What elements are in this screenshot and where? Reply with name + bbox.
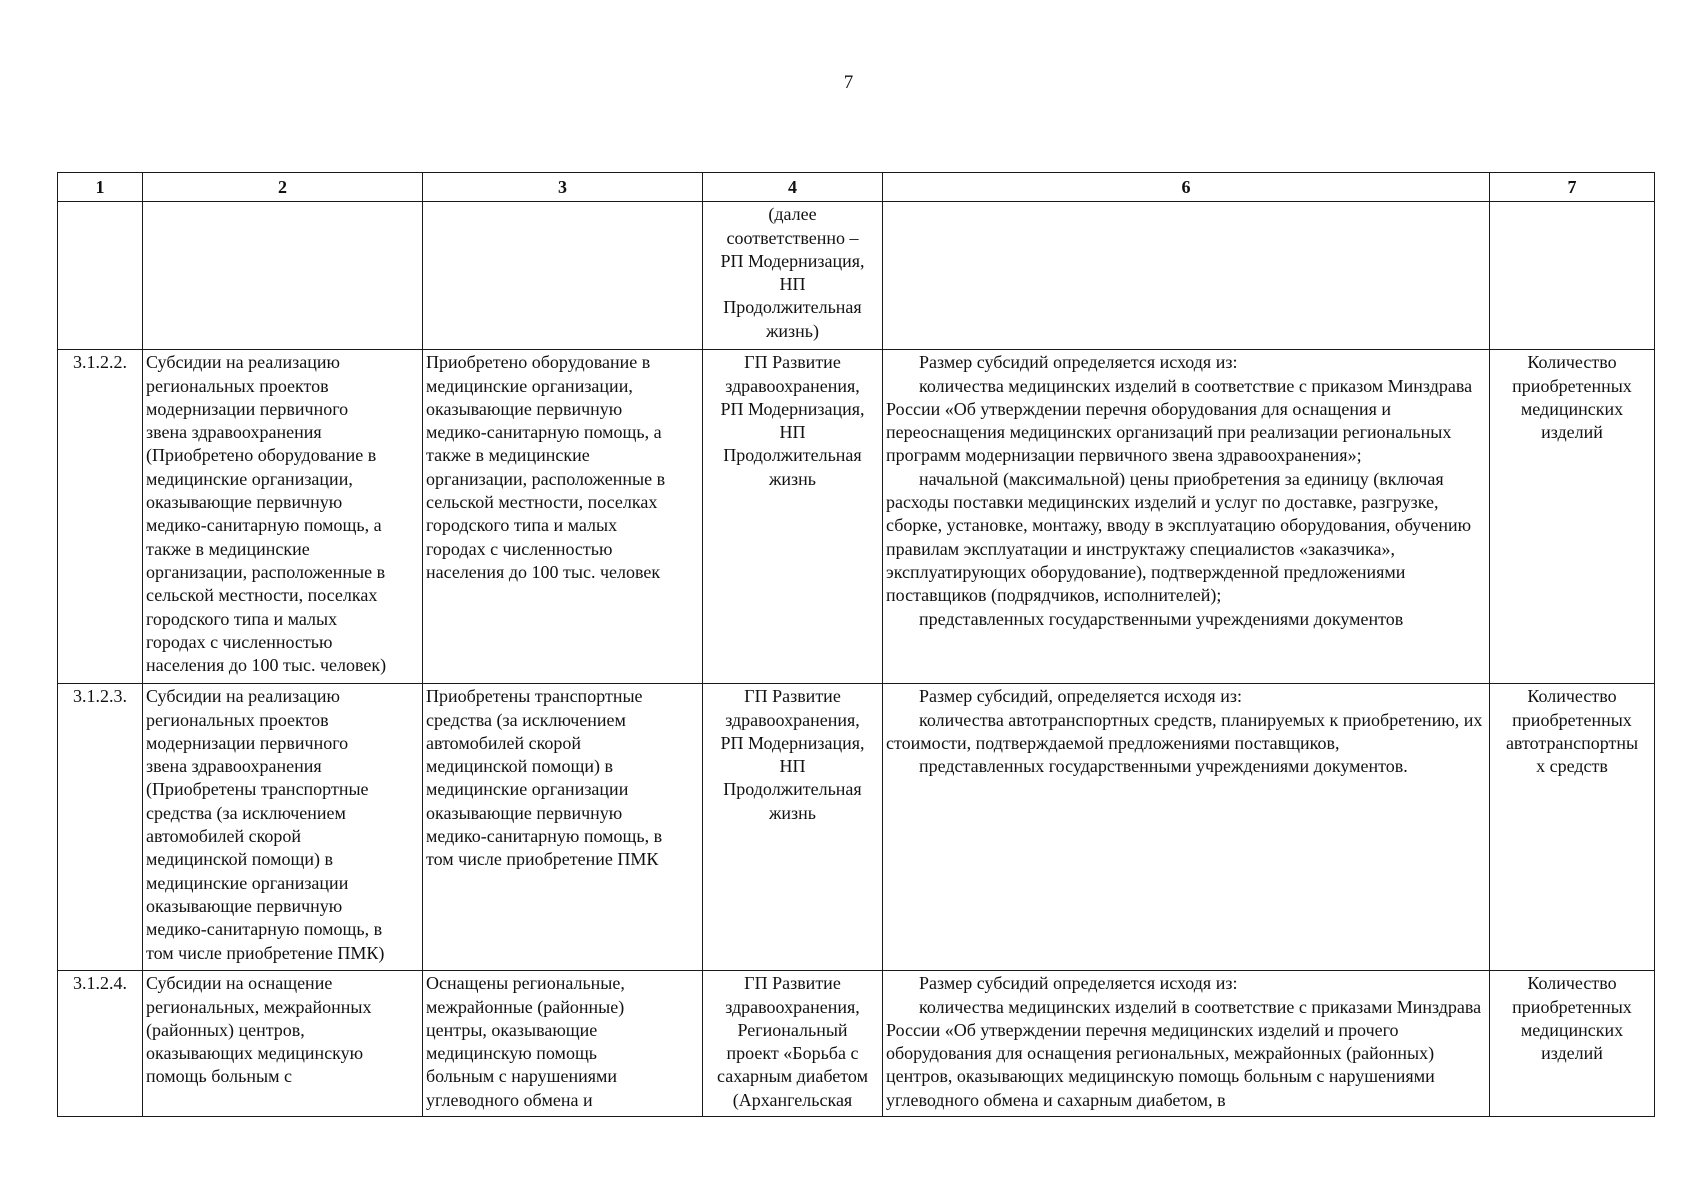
row-number-cell [58, 202, 143, 350]
row-project-cell: ГП Развитие здравоохранения, РП Модернизация, НП Продолжительная жизнь [703, 684, 883, 971]
method-paragraph: представленных государственными учреждениями документов [919, 608, 1404, 629]
header-col-2: 2 [143, 173, 423, 202]
method-paragraph: количества медицинских изделий в соответствие с приказами Минздрава России «Об утверждении перечня медицинских изделий и прочего оборудования для оснащения региональных, межрайонных (районных) центров, оказывающих медицинскую помощь больным с нарушениями углеводного обмена и сахарным диабетом, в [886, 996, 1482, 1110]
table-row [58, 202, 1655, 350]
row-indicator-cell: Количество приобретенных автотранспортны х средств [1490, 684, 1655, 971]
row-number-cell: 3.1.2.2. [58, 350, 143, 684]
row-name-cell: Субсидии на оснащение региональных, межрайонных (районных) центров, оказывающих медицинскую помощь больным с [143, 971, 423, 1117]
row-project-cell: ГП Развитие здравоохранения, Региональный проект «Борьба с сахарным диабетом (Архангельская [703, 971, 883, 1117]
row-number-cell: 3.1.2.3. [58, 684, 143, 971]
table-row [58, 971, 1655, 1117]
header-col-3: 3 [423, 173, 703, 202]
row-indicator-cell: Количество приобретенных медицинских изделий [1490, 971, 1655, 1117]
row-method-cell [883, 202, 1490, 350]
row-result-cell [423, 202, 703, 350]
row-indicator-cell [1490, 202, 1655, 350]
header-col-7: 7 [1490, 173, 1655, 202]
row-project-cell: (далее соответственно – РП Модернизация, НП Продолжительная жизнь) [703, 202, 883, 350]
table-row [58, 350, 1655, 684]
method-paragraph: количества автотранспортных средств, планируемых к приобретению, их стоимости, подтверждаемой предложениями поставщиков, [886, 709, 1483, 753]
row-method-cell [883, 350, 1490, 684]
method-paragraph: Размер субсидий, определяется исходя из: [919, 686, 1242, 707]
row-method-cell [883, 971, 1490, 1117]
table-header-row [58, 173, 1655, 202]
row-indicator-cell: Количество приобретенных медицинских изделий [1490, 350, 1655, 684]
document-table [57, 172, 1655, 1117]
header-col-6: 6 [883, 173, 1490, 202]
header-col-1: 1 [58, 173, 143, 202]
page-number: 7 [843, 72, 854, 93]
row-method-cell [883, 684, 1490, 971]
table-row [58, 684, 1655, 971]
row-project-cell: ГП Развитие здравоохранения, РП Модернизация, НП Продолжительная жизнь [703, 350, 883, 684]
row-number-cell: 3.1.2.4. [58, 971, 143, 1117]
header-col-4: 4 [703, 173, 883, 202]
row-name-cell: Субсидии на реализацию региональных проектов модернизации первичного звена здравоохранения (Приобретено оборудование в медицинские организации, оказывающие первичную медико-санитарную помощь, а также в медицинские организации, расположенные в сельской местности, поселках городского типа и малых городах с численностью населения до 100 тыс. человек) [143, 350, 423, 684]
row-result-cell: Приобретены транспортные средства (за исключением автомобилей скорой медицинской помощи) в медицинские организации оказывающие первичную медико-санитарную помощь, в том числе приобретение ПМК [423, 684, 703, 971]
row-name-cell [143, 202, 423, 350]
method-paragraph: Размер субсидий определяется исходя из: [919, 973, 1238, 994]
method-paragraph: представленных государственными учреждениями документов. [919, 756, 1408, 777]
row-result-cell: Оснащены региональные, межрайонные (районные) центры, оказывающие медицинскую помощь больным с нарушениями углеводного обмена и [423, 971, 703, 1117]
method-paragraph: начальной (максимальной) цены приобретения за единицу (включая расходы поставки медицинских изделий и услуг по доставке, разгрузке, сборке, установке, монтажу, вводу в эксплуатацию оборудования, обучению правилам эксплуатации и инструктажу специалистов «заказчика», эксплуатирующих оборудование), подтвержденной предложениями поставщиков (подрядчиков, исполнителей); [886, 468, 1472, 606]
method-paragraph: Размер субсидий определяется исходя из: [919, 352, 1238, 373]
row-name-cell: Субсидии на реализацию региональных проектов модернизации первичного звена здравоохранения (Приобретены транспортные средства (за исключением автомобилей скорой медицинской помощи) в медицинские организации оказывающие первичную медико-санитарную помощь, в том числе приобретение ПМК) [143, 684, 423, 971]
row-result-cell: Приобретено оборудование в медицинские организации, оказывающие первичную медико-санитарную помощь, а также в медицинские организации, расположенные в сельской местности, поселках городского типа и малых городах с численностью населения до 100 тыс. человек [423, 350, 703, 684]
method-paragraph: количества медицинских изделий в соответствие с приказом Минздрава России «Об утверждении перечня оборудования для оснащения и переоснащения медицинских организаций при реализации региональных программ модернизации первичного звена здравоохранения»; [886, 375, 1473, 466]
